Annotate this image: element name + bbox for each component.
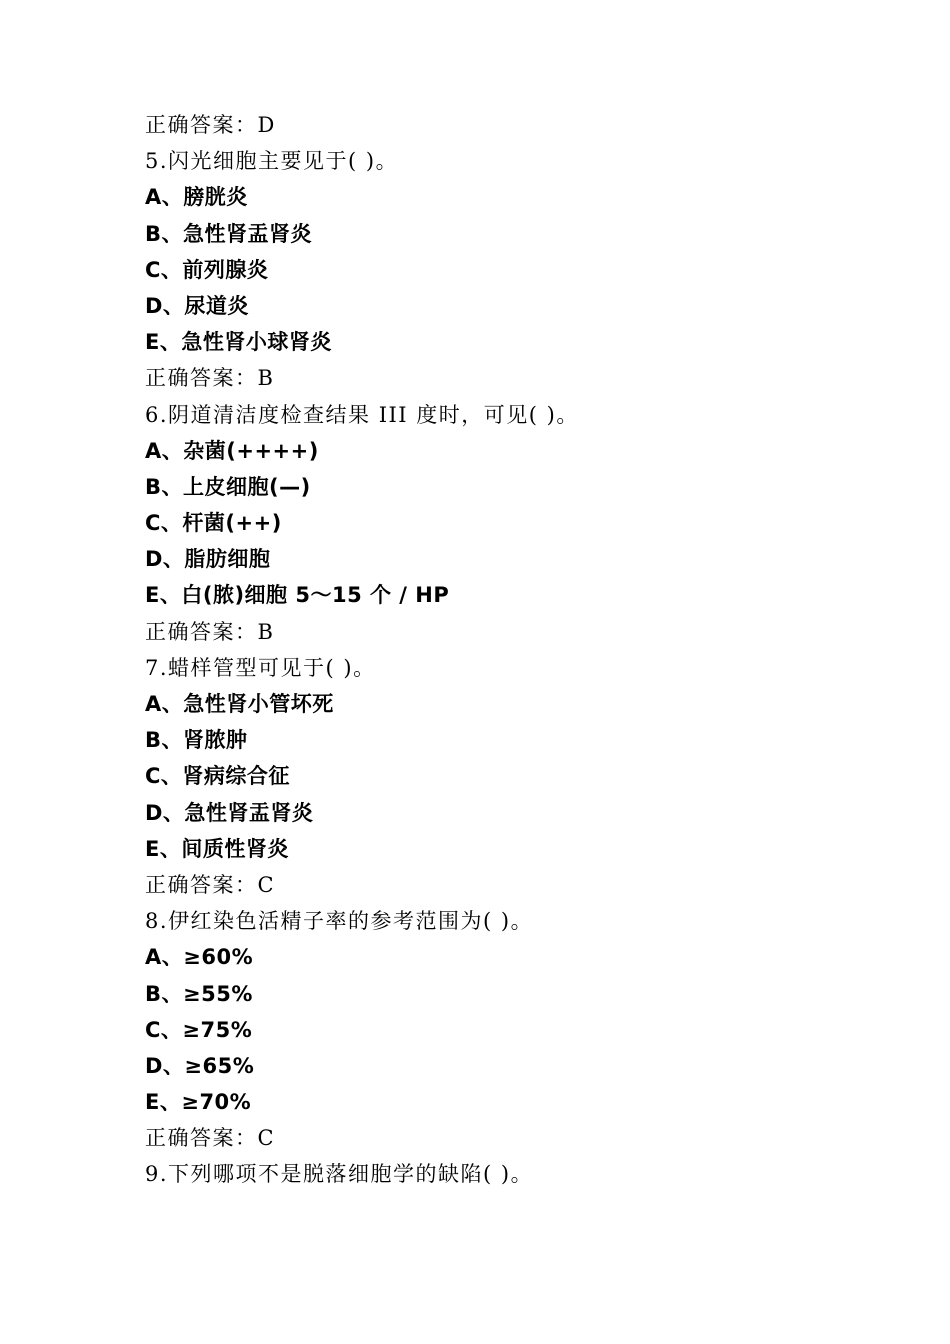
q7-answer: 正确答案：C [145, 872, 276, 897]
q5-option-d: D、尿道炎 [145, 293, 249, 318]
q7-option-e: E、间质性肾炎 [145, 836, 289, 861]
q6-option-e: E、白(脓)细胞 5～15 个 / HP [145, 583, 450, 608]
q6-answer: 正确答案：B [145, 619, 275, 644]
q7-option-b: B、肾脓肿 [145, 728, 248, 753]
q8-option-e: E、≥70% [145, 1090, 252, 1115]
q6-option-d: D、脂肪细胞 [145, 547, 271, 572]
q7-option-a: A、急性肾小管坏死 [145, 692, 334, 716]
q7-option-c: C、肾病综合征 [145, 764, 290, 789]
q8-answer: 正确答案：C [145, 1126, 276, 1151]
q5-option-e: E、急性肾小球肾炎 [145, 330, 332, 355]
question-5: 5.闪光细胞主要见于( )。 [145, 149, 399, 174]
exam-content [145, 107, 905, 1193]
question-7: 7.蜡样管型可见于( )。 [145, 655, 376, 680]
q8-option-a: A、≥60% [145, 945, 254, 970]
answer-line: 正确答案：D [145, 113, 276, 137]
q8-option-b: B、≥55% [145, 981, 253, 1006]
q6-option-a: A、杂菌(++++) [145, 438, 319, 463]
q8-option-c: C、≥75% [145, 1017, 253, 1042]
q6-option-b: B、上皮细胞(—) [145, 474, 311, 499]
q5-answer: 正确答案：B [145, 366, 275, 391]
q8-option-d: D、≥65% [145, 1053, 255, 1078]
question-6: 6.阴道清洁度检查结果 III 度时，可见( )。 [145, 402, 579, 427]
q6-option-c: C、杆菌(++) [145, 511, 282, 536]
q5-option-c: C、前列腺炎 [145, 257, 269, 282]
q5-option-b: B、急性肾盂肾炎 [145, 221, 313, 246]
q7-option-d: D、急性肾盂肾炎 [145, 800, 314, 825]
question-9: 9.下列哪项不是脱落细胞学的缺陷( )。 [145, 1162, 534, 1187]
q5-option-a: A、膀胱炎 [145, 185, 248, 210]
question-8: 8.伊红染色活精子率的参考范围为( )。 [145, 909, 534, 934]
